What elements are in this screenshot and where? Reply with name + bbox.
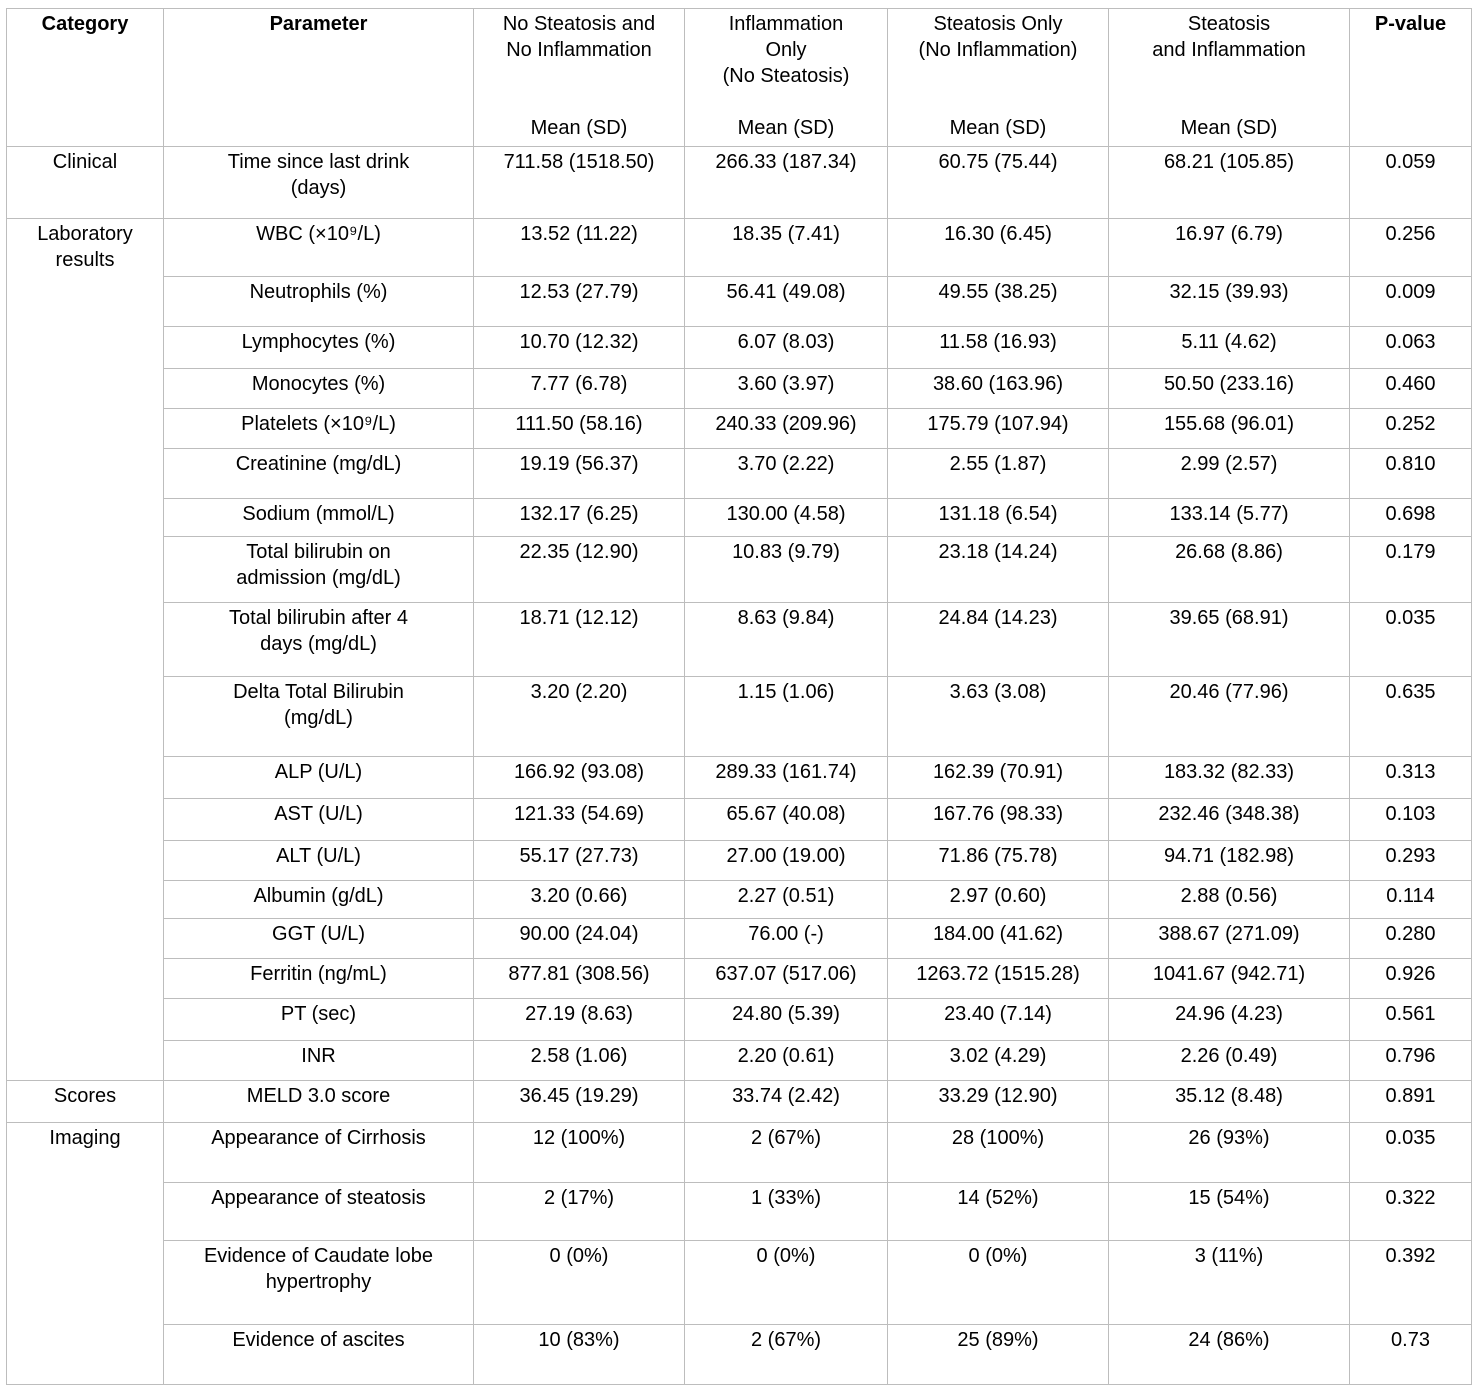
value-cell: 27.19 (8.63) [474, 999, 685, 1041]
header-group-inflammation-only [685, 9, 888, 147]
parameter-cell [164, 881, 474, 919]
pvalue-cell: 0.810 [1350, 449, 1472, 499]
header-line: Only [765, 39, 807, 61]
parameter-cell [164, 757, 474, 799]
header-category-label: Category [41, 13, 129, 35]
pvalue-cell: 0.114 [1350, 881, 1472, 919]
parameter-label: INR [301, 1045, 336, 1067]
pvalue-cell: 0.561 [1350, 999, 1472, 1041]
header-line: and Inflammation [1152, 39, 1306, 61]
header-line: (No Steatosis) [722, 65, 850, 87]
table-row [7, 959, 1472, 999]
parameter-label: Evidence of ascites [232, 1329, 405, 1351]
parameter-cell [164, 147, 474, 219]
value-cell: 12 (100%) [474, 1123, 685, 1183]
value-cell: 10.83 (9.79) [685, 537, 888, 603]
parameter-cell [164, 841, 474, 881]
parameter-label: (days) [290, 177, 347, 199]
table-row [7, 881, 1472, 919]
parameter-cell [164, 369, 474, 409]
value-cell: 11.58 (16.93) [888, 327, 1109, 369]
value-cell: 1263.72 (1515.28) [888, 959, 1109, 999]
value-cell: 90.00 (24.04) [474, 919, 685, 959]
header-stat-label: Mean (SD) [1180, 117, 1278, 139]
value-cell: 184.00 (41.62) [888, 919, 1109, 959]
parameter-cell [164, 1325, 474, 1385]
value-cell: 36.45 (19.29) [474, 1081, 685, 1123]
value-cell: 65.67 (40.08) [685, 799, 888, 841]
value-cell: 60.75 (75.44) [888, 147, 1109, 219]
parameter-label: ALP (U/L) [274, 761, 363, 783]
value-cell: 130.00 (4.58) [685, 499, 888, 537]
value-cell: 711.58 (1518.50) [474, 147, 685, 219]
table-row [7, 147, 1472, 219]
pvalue-cell: 0.059 [1350, 147, 1472, 219]
pvalue-cell: 0.293 [1350, 841, 1472, 881]
category-label: Clinical [52, 151, 118, 173]
value-cell: 0 (0%) [685, 1241, 888, 1325]
pvalue-cell: 0.313 [1350, 757, 1472, 799]
category-label: Scores [53, 1085, 117, 1107]
value-cell: 2.26 (0.49) [1109, 1041, 1350, 1081]
pvalue-cell: 0.035 [1350, 603, 1472, 677]
parameter-label: Albumin (g/dL) [253, 885, 384, 907]
value-cell: 183.32 (82.33) [1109, 757, 1350, 799]
value-cell: 32.15 (39.93) [1109, 277, 1350, 327]
value-cell: 289.33 (161.74) [685, 757, 888, 799]
table-row [7, 841, 1472, 881]
value-cell: 12.53 (27.79) [474, 277, 685, 327]
parameter-label: Platelets (×10⁹/L) [241, 413, 396, 435]
parameter-label: Appearance of Cirrhosis [211, 1127, 426, 1149]
value-cell: 24.96 (4.23) [1109, 999, 1350, 1041]
table-row [7, 919, 1472, 959]
value-cell: 2.99 (2.57) [1109, 449, 1350, 499]
value-cell: 14 (52%) [888, 1183, 1109, 1241]
category-label: Imaging [49, 1127, 121, 1149]
parameter-cell [164, 959, 474, 999]
header-line: (No Inflammation) [918, 39, 1078, 61]
pvalue-cell: 0.252 [1350, 409, 1472, 449]
table-row [7, 1241, 1472, 1325]
header-row [7, 9, 1472, 147]
value-cell: 1 (33%) [685, 1183, 888, 1241]
header-line: Inflammation [728, 13, 844, 35]
value-cell: 76.00 (-) [685, 919, 888, 959]
pvalue-cell: 0.73 [1350, 1325, 1472, 1385]
parameter-label: Neutrophils (%) [249, 281, 388, 303]
value-cell: 50.50 (233.16) [1109, 369, 1350, 409]
value-cell: 13.52 (11.22) [474, 219, 685, 277]
value-cell: 23.40 (7.14) [888, 999, 1109, 1041]
header-parameter-label: Parameter [269, 13, 368, 35]
table-row [7, 409, 1472, 449]
value-cell: 1.15 (1.06) [685, 677, 888, 757]
parameter-label: Appearance of steatosis [211, 1187, 426, 1209]
value-cell: 2.27 (0.51) [685, 881, 888, 919]
table-row [7, 499, 1472, 537]
value-cell: 24.80 (5.39) [685, 999, 888, 1041]
value-cell: 3.60 (3.97) [685, 369, 888, 409]
table-row [7, 999, 1472, 1041]
table-row [7, 1123, 1472, 1183]
category-label: results [55, 249, 115, 271]
value-cell: 38.60 (163.96) [888, 369, 1109, 409]
table-row [7, 603, 1472, 677]
table-row [7, 327, 1472, 369]
parameter-label: Evidence of Caudate lobe [203, 1245, 434, 1267]
parameter-label: Total bilirubin on [246, 541, 391, 563]
parameter-label: GGT (U/L) [272, 923, 365, 945]
table-row [7, 757, 1472, 799]
pvalue-cell: 0.179 [1350, 537, 1472, 603]
value-cell: 2.88 (0.56) [1109, 881, 1350, 919]
pvalue-cell: 0.635 [1350, 677, 1472, 757]
table-row [7, 277, 1472, 327]
header-stat-label: Mean (SD) [737, 117, 835, 139]
table-body [7, 147, 1472, 1385]
parameter-label: days (mg/dL) [260, 633, 377, 655]
value-cell: 35.12 (8.48) [1109, 1081, 1350, 1123]
header-stat-label: Mean (SD) [949, 117, 1047, 139]
value-cell: 2.55 (1.87) [888, 449, 1109, 499]
pvalue-cell: 0.009 [1350, 277, 1472, 327]
parameter-cell [164, 537, 474, 603]
value-cell: 71.86 (75.78) [888, 841, 1109, 881]
parameter-cell [164, 277, 474, 327]
parameter-cell [164, 327, 474, 369]
parameter-label: MELD 3.0 score [246, 1085, 391, 1107]
value-cell: 28 (100%) [888, 1123, 1109, 1183]
parameter-label: Time since last drink [227, 151, 410, 173]
value-cell: 5.11 (4.62) [1109, 327, 1350, 369]
value-cell: 15 (54%) [1109, 1183, 1350, 1241]
value-cell: 121.33 (54.69) [474, 799, 685, 841]
value-cell: 133.14 (5.77) [1109, 499, 1350, 537]
value-cell: 23.18 (14.24) [888, 537, 1109, 603]
parameter-label: Monocytes (%) [251, 373, 386, 395]
parameter-label: Ferritin (ng/mL) [250, 963, 387, 985]
value-cell: 3.20 (2.20) [474, 677, 685, 757]
category-cell [7, 1081, 164, 1123]
pvalue-cell: 0.103 [1350, 799, 1472, 841]
table-row [7, 449, 1472, 499]
header-group-no-steatosis-no-inflammation [474, 9, 685, 147]
header-parameter [164, 9, 474, 147]
parameter-cell [164, 409, 474, 449]
value-cell: 16.30 (6.45) [888, 219, 1109, 277]
header-group-steatosis-and-inflammation [1109, 9, 1350, 147]
value-cell: 167.76 (98.33) [888, 799, 1109, 841]
parameter-label: Sodium (mmol/L) [242, 503, 395, 525]
value-cell: 232.46 (348.38) [1109, 799, 1350, 841]
table-row [7, 369, 1472, 409]
parameter-label: admission (mg/dL) [236, 567, 401, 589]
value-cell: 2.20 (0.61) [685, 1041, 888, 1081]
value-cell: 132.17 (6.25) [474, 499, 685, 537]
table-row [7, 1325, 1472, 1385]
pvalue-cell: 0.796 [1350, 1041, 1472, 1081]
parameter-cell [164, 677, 474, 757]
header-group-steatosis-only [888, 9, 1109, 147]
parameter-label: ALT (U/L) [276, 845, 361, 867]
pvalue-cell: 0.280 [1350, 919, 1472, 959]
parameter-label: Delta Total Bilirubin [233, 681, 404, 703]
category-cell [7, 1123, 164, 1385]
value-cell: 240.33 (209.96) [685, 409, 888, 449]
value-cell: 877.81 (308.56) [474, 959, 685, 999]
value-cell: 637.07 (517.06) [685, 959, 888, 999]
value-cell: 2.97 (0.60) [888, 881, 1109, 919]
value-cell: 131.18 (6.54) [888, 499, 1109, 537]
parameter-cell [164, 919, 474, 959]
parameter-cell [164, 1123, 474, 1183]
parameter-label: Creatinine (mg/dL) [235, 453, 402, 475]
header-pvalue [1350, 9, 1472, 147]
value-cell: 56.41 (49.08) [685, 277, 888, 327]
value-cell: 25 (89%) [888, 1325, 1109, 1385]
value-cell: 1041.67 (942.71) [1109, 959, 1350, 999]
value-cell: 18.35 (7.41) [685, 219, 888, 277]
value-cell: 19.19 (56.37) [474, 449, 685, 499]
parameter-label: WBC (×10⁹/L) [256, 223, 381, 245]
header-line: Steatosis Only [933, 13, 1063, 35]
table-row [7, 537, 1472, 603]
value-cell: 266.33 (187.34) [685, 147, 888, 219]
value-cell: 18.71 (12.12) [474, 603, 685, 677]
parameter-cell [164, 799, 474, 841]
pvalue-cell: 0.256 [1350, 219, 1472, 277]
parameter-label: hypertrophy [265, 1271, 372, 1293]
value-cell: 3.02 (4.29) [888, 1041, 1109, 1081]
parameter-label: Total bilirubin after 4 [229, 607, 408, 629]
value-cell: 16.97 (6.79) [1109, 219, 1350, 277]
table-row [7, 799, 1472, 841]
parameter-cell [164, 449, 474, 499]
parameter-cell [164, 1041, 474, 1081]
value-cell: 10.70 (12.32) [474, 327, 685, 369]
value-cell: 2 (67%) [685, 1325, 888, 1385]
value-cell: 166.92 (93.08) [474, 757, 685, 799]
pvalue-cell: 0.926 [1350, 959, 1472, 999]
value-cell: 2.58 (1.06) [474, 1041, 685, 1081]
value-cell: 3.70 (2.22) [685, 449, 888, 499]
value-cell: 26.68 (8.86) [1109, 537, 1350, 603]
value-cell: 26 (93%) [1109, 1123, 1350, 1183]
parameter-label: AST (U/L) [274, 803, 363, 825]
pvalue-cell: 0.460 [1350, 369, 1472, 409]
header-line: No Steatosis and [502, 13, 656, 35]
header-line: No Inflammation [506, 39, 652, 61]
value-cell: 55.17 (27.73) [474, 841, 685, 881]
value-cell: 7.77 (6.78) [474, 369, 685, 409]
category-label: Laboratory [37, 223, 133, 245]
value-cell: 155.68 (96.01) [1109, 409, 1350, 449]
value-cell: 162.39 (70.91) [888, 757, 1109, 799]
header-category [7, 9, 164, 147]
value-cell: 0 (0%) [888, 1241, 1109, 1325]
value-cell: 3.63 (3.08) [888, 677, 1109, 757]
value-cell: 175.79 (107.94) [888, 409, 1109, 449]
value-cell: 6.07 (8.03) [685, 327, 888, 369]
category-cell [7, 219, 164, 1081]
parameter-cell [164, 1241, 474, 1325]
value-cell: 22.35 (12.90) [474, 537, 685, 603]
parameter-cell [164, 499, 474, 537]
value-cell: 94.71 (182.98) [1109, 841, 1350, 881]
value-cell: 68.21 (105.85) [1109, 147, 1350, 219]
parameter-cell [164, 219, 474, 277]
parameter-label: PT (sec) [280, 1003, 357, 1025]
pvalue-cell: 0.891 [1350, 1081, 1472, 1123]
value-cell: 24 (86%) [1109, 1325, 1350, 1385]
header-line: Steatosis [1187, 13, 1271, 35]
value-cell: 388.67 (271.09) [1109, 919, 1350, 959]
value-cell: 49.55 (38.25) [888, 277, 1109, 327]
table-row [7, 1081, 1472, 1123]
value-cell: 27.00 (19.00) [685, 841, 888, 881]
value-cell: 3.20 (0.66) [474, 881, 685, 919]
value-cell: 2 (67%) [685, 1123, 888, 1183]
pvalue-cell: 0.322 [1350, 1183, 1472, 1241]
pvalue-cell: 0.063 [1350, 327, 1472, 369]
category-cell [7, 147, 164, 219]
parameter-label: Lymphocytes (%) [241, 331, 396, 353]
value-cell: 0 (0%) [474, 1241, 685, 1325]
parameter-cell [164, 603, 474, 677]
value-cell: 20.46 (77.96) [1109, 677, 1350, 757]
table-row [7, 1183, 1472, 1241]
header-pvalue-label: P-value [1374, 13, 1447, 35]
value-cell: 33.74 (2.42) [685, 1081, 888, 1123]
table-row [7, 677, 1472, 757]
pvalue-cell: 0.392 [1350, 1241, 1472, 1325]
results-table [6, 8, 1472, 1385]
parameter-label: (mg/dL) [284, 707, 353, 729]
value-cell: 24.84 (14.23) [888, 603, 1109, 677]
parameter-cell [164, 1183, 474, 1241]
value-cell: 33.29 (12.90) [888, 1081, 1109, 1123]
parameter-cell [164, 1081, 474, 1123]
value-cell: 111.50 (58.16) [474, 409, 685, 449]
pvalue-cell: 0.035 [1350, 1123, 1472, 1183]
pvalue-cell: 0.698 [1350, 499, 1472, 537]
value-cell: 2 (17%) [474, 1183, 685, 1241]
table-row [7, 1041, 1472, 1081]
value-cell: 3 (11%) [1109, 1241, 1350, 1325]
header-stat-label: Mean (SD) [530, 117, 628, 139]
value-cell: 10 (83%) [474, 1325, 685, 1385]
parameter-cell [164, 999, 474, 1041]
value-cell: 39.65 (68.91) [1109, 603, 1350, 677]
value-cell: 8.63 (9.84) [685, 603, 888, 677]
table-row [7, 219, 1472, 277]
